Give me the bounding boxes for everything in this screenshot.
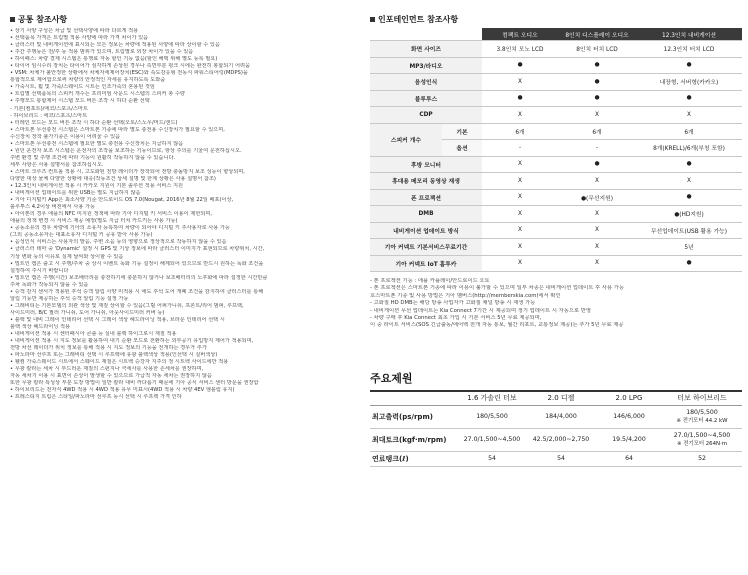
common-note-line: • 내비게이션 적용 시 센터패시아 콘솔 등 실내 블랙 하이그로시 재질 적용	[10, 331, 177, 338]
common-note-line: • 내비게이션 적용 시 지도 정보를 활용하여 내기 순환 모드로 전환하는 외부공기 유입방지 제어가 적용되며,	[10, 338, 254, 345]
infotainment-row	[370, 123, 742, 140]
infotainment-row-label: 블루투스	[370, 90, 482, 107]
spec-cell: 19.5/4,200	[596, 428, 662, 451]
spec-table	[370, 390, 742, 467]
common-note-line: 주차 녹화가 작동되지 않을 수 있음	[10, 281, 89, 288]
spec-cell	[662, 428, 742, 451]
common-note-line: • 빌트인 캠은 출고 시 주행/주차 중 상시 이벤트 녹화 기능 설정이 해제되어 있으므로 반드시 원하는 녹화 조건을	[10, 260, 264, 267]
spec-cell: 180/5,500	[458, 405, 526, 428]
infotainment-row-label: 내비게이션 업데이트 방식	[370, 222, 482, 239]
common-note-line: • 블랙 및 내비 그레이 인테리어 선택 시 그레이 색상 헤드라이닝 적용, 브라운 인테리어 선택 시	[10, 316, 225, 323]
common-notes-list	[10, 28, 362, 401]
common-note-line: • 클러스터 및 내비게이션에 표시되는 모든 정보는 차량에 적용된 사양에 따라 상이할 수 있음	[10, 42, 220, 49]
common-note-line: • 빌트인 캠은 주행(시간) 보조배터리를 충전하기에 충분하지 않거나 보조배터리의 노후화에 따라 설정한 시간만큼	[10, 274, 268, 281]
infotainment-row-label: 폰 프로젝션	[370, 189, 482, 206]
infotainment-cell: X	[482, 189, 558, 206]
spec-cell	[662, 405, 742, 428]
infotainment-cell: 8인치 터치 LCD	[558, 41, 636, 58]
common-note-line: • 하이패스: 차량 결제 시스템은 통행료 자동 할인 기능 없음(할인 해택 위해 별도 등록 필요)	[10, 56, 218, 63]
supported-dot-cell: ●	[636, 156, 742, 173]
infotainment-cell: 12.3인치 터치 LCD	[636, 41, 742, 58]
infotainment-cell: X	[482, 255, 558, 272]
infotainment-header-row	[370, 28, 742, 41]
supported-dot-cell: ●	[636, 57, 742, 74]
spec-header-col: 1.6 가솔린 터보	[458, 391, 526, 406]
common-note-line: • 선택품목 가격은 트림별 적용 사양에 따라 가격 차이가 있음	[10, 35, 149, 42]
infotainment-row-label: MP3/라디오	[370, 57, 482, 74]
spec-cell: 146/6,000	[596, 405, 662, 428]
supported-dot-cell: ●	[558, 57, 636, 74]
spec-cell: 54	[526, 451, 596, 466]
spec-header-row	[370, 391, 742, 406]
infotainment-row-label: CDP	[370, 107, 482, 124]
common-note-line: 기상 변화 등의 이유로 실제 날씨와 상이할 수 있음	[10, 253, 124, 260]
common-note-line: 전방 차선 레이더가 위치 정보를 통해 적용 시 지도 정보의 기능을 전개하는 경우가 추가	[10, 345, 207, 352]
common-note-line: • 스마트폰 무선충전 시스템에 필요한 별도 충전용 수신장치는 지급하지 않음	[10, 140, 184, 147]
infotainment-cell: -	[482, 140, 558, 157]
spec-row-label: 연료탱크(ℓ)	[370, 451, 458, 466]
infotainment-cell: 6개	[558, 123, 636, 140]
common-note-line: 자동 세차기 이용 시 표면이 손상이 발생할 수 있으므로 가급적 자동 세차는 권장하지 않음	[10, 373, 212, 380]
supported-dot-cell: ●	[482, 57, 558, 74]
common-note-line: 블랙 색상 헤드라이닝 적용	[10, 323, 71, 330]
infotainment-cell: 무선업데이트(USB 활용 가능)	[636, 222, 742, 239]
infotainment-note-line: - 차량 구매 후 Kia Connect 최초 가입 시 기본 서비스 5년 무료 제공되며,	[370, 315, 542, 322]
speaker-sub-label: 기본	[442, 123, 482, 140]
speaker-count-label: 스피커 개수	[370, 123, 442, 156]
common-note-line: 알림 기능만 제공하는 후석 승객 알림 기능 설정 가능	[10, 295, 129, 302]
spec-row	[370, 428, 742, 451]
spec-cell: 42.5/2,000~2,750	[526, 428, 596, 451]
infotainment-row-label: 화면 사이즈	[370, 41, 482, 58]
supported-dot-cell: ●	[558, 156, 636, 173]
infotainment-row	[370, 206, 742, 223]
infotainment-row	[370, 239, 742, 256]
common-note-line: • 스마트폰 무선충전 시스템은 스마트폰 기종에 따라 별도 충전용 수신장치가 필요할 수 있으며,	[10, 126, 225, 133]
common-note-line: • 원던 운전자 보조 시스템은 운전자의 조작을 보조하는 기능이므로, 항상 주의를 기울여 운전하십시오.	[10, 147, 242, 154]
infotainment-row	[370, 57, 742, 74]
infotainment-row-label: 후방 모니터	[370, 156, 482, 173]
infotainment-cell: 내장형, 서버형(카카오)	[636, 74, 742, 91]
common-note-line: • 하이브리드는 전자식 4WD 적용 시 4WD 적용 유무 미표시(4WD 적용 시 차량 4EV 엠블럼 유지)	[10, 387, 235, 394]
infotainment-cell: 3.8인치 모노 LCD	[482, 41, 558, 58]
supported-dot-cell: ●	[558, 90, 636, 107]
infotainment-cell: -	[558, 140, 636, 157]
infotainment-title: 인포테인먼트 참조사항	[370, 14, 742, 25]
common-note-line: • 프레스티지 트림은 스타일/파노라마 선루프 동시 선택 시 루프랙 가격 인하	[10, 394, 182, 401]
common-note-line: 다양한 대상 물체 다양한 상황에 대응(작동조건 상세 설명 및 한계 상황은 사용 설명서 참조)	[10, 175, 216, 182]
infotainment-cell: ●(무선지원)	[558, 189, 636, 206]
infotainment-cell: X	[482, 222, 558, 239]
infotainment-cell: X	[482, 239, 558, 256]
common-note-line: • 주행모드 통합제어 시스템 모드 버튼 조작 시 하다 순환 선택	[10, 98, 150, 105]
spec-row-label: 최고출력(ps/rpm)	[370, 405, 458, 428]
infotainment-row	[370, 74, 742, 91]
common-note-line: 통합적으로 제어함으로써 차량의 안정적인 자세를 유지하도록 도와줌	[10, 77, 166, 84]
header-navigation: 12.3인치 내비게이션	[636, 28, 742, 41]
speaker-sub-label: 옵션	[442, 140, 482, 157]
infotainment-cell: ●(HD지원)	[636, 206, 742, 223]
common-note-line: • 파노라마 선루프 또는 그래비티 선택 시 루프랙에 유광 블랙색상 적용(인선택 시 실버색상)	[10, 352, 218, 359]
spec-cell-note: ※ 전기모터 264N·m	[676, 441, 728, 448]
common-note-line: • 웰컴 가죽스웨이드 시트에서 스웨이드 재질은 시트백 승강자 지주의 정 시트백 사이드에만 적용	[10, 359, 229, 366]
infotainment-row-label: 기아 커넥트 IoT 홈투카	[370, 255, 482, 272]
common-note-line: • 무광 칼라는 세차 시 부드러운 재질의 스펀지나 극세사를 사용한 손세차를 권장하며,	[10, 366, 204, 373]
supported-dot-cell: ●	[636, 90, 742, 107]
spec-header-col: 터보 하이브리드	[662, 391, 742, 406]
infotainment-note-line: - 폰 프로젝션 기능 : 애플 카플레이/안드로이드 오토	[370, 278, 490, 284]
common-note-line: • 상기 사양 구성은 차급 및 선택사양에 따라 다르게 적용	[10, 28, 139, 34]
spec-cell-value: 180/5,500	[686, 409, 718, 417]
supported-dot-cell: ●	[636, 255, 742, 272]
common-note-line: 사이드미러, B/C 필러 가니쉬, 도어 가니쉬, 아웃사이드미러 커버 등)	[10, 309, 165, 316]
spec-cell-note: ※ 전기모터 44.2 kW	[676, 418, 728, 425]
infotainment-cell: X	[482, 107, 558, 124]
infotainment-cell: X	[558, 239, 636, 256]
common-note-line: • 주간 주행등은 전/후 등 적용 범위가 있으며, 트림별로 외장 차이가 있을 수 있음	[10, 49, 194, 56]
infotainment-row-label: DMB	[370, 206, 482, 223]
infotainment-cell: X	[482, 173, 558, 190]
infotainment-note-line: 호스마트폰 기종 및 사용 방법은 기아 멤버스(http://memberskia.com)에서 확인	[370, 292, 561, 299]
infotainment-cell: X	[558, 206, 636, 223]
infotainment-cell: X	[558, 255, 636, 272]
infotainment-notes-list	[370, 278, 742, 330]
infotainment-row	[370, 90, 742, 107]
infotainment-section	[370, 14, 742, 467]
infotainment-cell: X	[482, 156, 558, 173]
common-note-line: 주변 환경 및 주행 조건에 따라 기능이 원활히 작동하지 않을 수 있습니다.	[10, 154, 176, 161]
infotainment-cell: 5년	[636, 239, 742, 256]
spec-row	[370, 405, 742, 428]
infotainment-row	[370, 173, 742, 190]
common-note-line: 설정하여 주시기 바랍니다	[10, 267, 69, 274]
spec-cell: 54	[458, 451, 526, 466]
infotainment-cell: X	[482, 206, 558, 223]
infotainment-cell: X	[482, 74, 558, 91]
common-note-line: 또한 무광 칼라 특성상 부분 도장 방법이 일반 칼라 대비 까다롭기 때문에 기아 공식 서비스 센터 방문을 권장함	[10, 380, 259, 387]
common-note-line: • 공동소유의 경우 차량에 기아의 소유자 등록하여 차량이 되어야 디지털 키 주사용자로 사용 가능	[10, 225, 230, 232]
header-blank	[370, 28, 482, 41]
supported-dot-cell: ●	[482, 90, 558, 107]
common-note-line: 세부 사항은 사용 설명서를 참조하십시오.	[10, 161, 104, 168]
infotainment-cell: X	[558, 222, 636, 239]
common-note-line: • 음성인식 서비스는 사용자의 발음, 주변 소음 등의 영향으로 정상적으로 작동하지 않을 수 있음	[10, 239, 227, 246]
common-note-line: • 클러스터 테마 중 'Dynamic' 설정 시 GPS 및 기상 정보에 따라 클러스터 이미지가 표현되므로 차량위치, 시간,	[10, 246, 265, 253]
infotainment-row-label: 음성인식	[370, 74, 482, 91]
infotainment-cell: X	[636, 173, 742, 190]
spec-cell: 27.0/1,500~4,500	[458, 428, 526, 451]
infotainment-row	[370, 107, 742, 124]
header-display-audio: 8인치 디스플레이 오디오	[558, 28, 636, 41]
spec-row-label: 최대토크(kgf·m/rpm)	[370, 428, 458, 451]
infotainment-note-line: 이 중 라이트 서비스(SOS 긴급출동/에어백 전개 자동 통보, 월간 리포트, 교통정보 제공)는 추가 5년 무료 제공	[370, 322, 624, 329]
infotainment-note-line: - 고화질 HD DMB는 해당 방송 사업자가 고화질 채널 방송 시 재생 가능	[370, 300, 536, 307]
common-note-line: - 기본(컴포트)/에코/스포츠/스마트	[10, 105, 88, 112]
spec-cell-value: 27.0/1,500~4,500	[673, 432, 731, 440]
common-note-line: • 그래비티는 기본모델의 외관 색상 및 재질 상이할 수 있음(그릴 어퍼가니쉬, 프론트/리어 범퍼, 루프랙,	[10, 302, 244, 309]
spec-cell: 52	[662, 451, 742, 466]
infotainment-note-line: - 내비게이션 무선 업데이트는 Kia Connect 7기간 시 제공되며 정기 업데이트 시 자동으로 반영	[370, 307, 592, 314]
common-note-line: • 타이어 임시수리 장치는 타이어가 심각하게 손상된 경우나 측면부분 펑크 시에는 완전히 봉합되기 어려움	[10, 63, 250, 70]
infotainment-row	[370, 255, 742, 272]
spec-header-col: 2.0 디젤	[526, 391, 596, 406]
spec-cell: 184/4,000	[526, 405, 596, 428]
common-note-line: • 가죽시트, 휠 및 가죽/스웨이드 시트는 인조가죽의 혼용된 것임	[10, 84, 155, 91]
common-note-line: • 승객 감지 센서가 적용된 후석 승객 알림 사양 미적용 시 에도 후석 도어 개폐 조건을 감지하여 클러스터를 통해	[10, 288, 264, 295]
common-note-line: (그외 공동소유자는 대표소유자 디지털 키 공유 받아 사용 가능)	[10, 232, 153, 239]
common-note-line: • VSM: 차체가 불안정한 상황에서 차체자세제어장치(ESC)와 속도감응형 전동식 파워스티어링(MDPS)을	[10, 70, 248, 77]
common-note-line: • 터레인 모드는 모드 버튼 조작 시 하다 순환 선택(오토/스노우/머드/샌드)	[10, 119, 178, 126]
common-note-line: • 내비게이션 업데이트를 위한 USB는 별도 지급하지 않음	[10, 190, 141, 197]
infotainment-cell: X	[636, 107, 742, 124]
infotainment-row	[370, 222, 742, 239]
common-notes-title: 공통 참조사항	[10, 14, 362, 25]
common-note-line: • 스마트 크루즈 컨트롤 적용 시, 고도화된 전방 레이더가 장착되어 전방 충돌방지 보조 성능이 향상되며,	[10, 168, 245, 175]
infotainment-cell: X	[558, 173, 636, 190]
infotainment-row	[370, 156, 742, 173]
header-compact-audio: 컴팩트 오디오	[482, 28, 558, 41]
common-note-line: 블루투스 4.2이상 버전에서 사용 가능	[10, 204, 96, 211]
infotainment-note-line: - 폰 프로젝션은 스마트폰 기종에 따라 이용이 불가할 수 있으며 일부 차종은 내비게이션 업데이트 후 사용 가능	[370, 285, 624, 292]
spec-header-col: 2.0 LPG	[596, 391, 662, 406]
spec-header-blank	[370, 391, 458, 406]
common-note-line: 애플의 정책 변경 시 서비스 제공 예정(별도 지급 터치 카드키는 사용 가능)	[10, 218, 178, 225]
infotainment-cell: X	[558, 107, 636, 124]
spec-cell: 64	[596, 451, 662, 466]
infotainment-cell: 6개	[482, 123, 558, 140]
infotainment-row-label: 기아 커넥트 기본서비스무료기간	[370, 239, 482, 256]
common-note-line: • 아이폰의 경우 애플의 NFC 미지원 정책에 따라 기아 디지털 키 서비스 이용이 제한되며,	[10, 211, 212, 218]
common-note-line: • 트림별 선택품목의 스피커 개수는 프리미엄 사운드 시스템의 스피커 총 수량	[10, 91, 185, 98]
common-notes-section	[10, 14, 362, 401]
infotainment-row	[370, 41, 742, 58]
section-square-icon	[370, 17, 375, 22]
infotainment-row-label: 휴대용 메모리 동영상 재생	[370, 173, 482, 190]
infotainment-cell: 6개	[636, 123, 742, 140]
section-square-icon	[10, 17, 15, 22]
supported-dot-cell: ●	[636, 189, 742, 206]
common-note-line: • 기아 디지털키 App은 최소사양 기준 안드로이드 OS 7.0(Nougat, 2016년 8월 22일 배포)이상,	[10, 197, 234, 204]
common-note-line: • 12.3인치 내비게이션 적용 시 카카오 지원이 기본 솔루션 적용 서비스 지원	[10, 183, 184, 190]
spec-title: 주요제원	[370, 371, 413, 385]
infotainment-row	[370, 189, 742, 206]
common-note-line: - 하이브리드 : 에코/스포츠/스마트	[10, 112, 88, 119]
spec-row	[370, 451, 742, 466]
common-note-line: 수신장치 장착 불가기종은 이용이 어려울 수 있음	[10, 133, 121, 140]
infotainment-table	[370, 28, 742, 272]
infotainment-cell: 8개(KRELL)/6개(부칭 포함)	[636, 140, 742, 157]
supported-dot-cell: ●	[558, 74, 636, 91]
